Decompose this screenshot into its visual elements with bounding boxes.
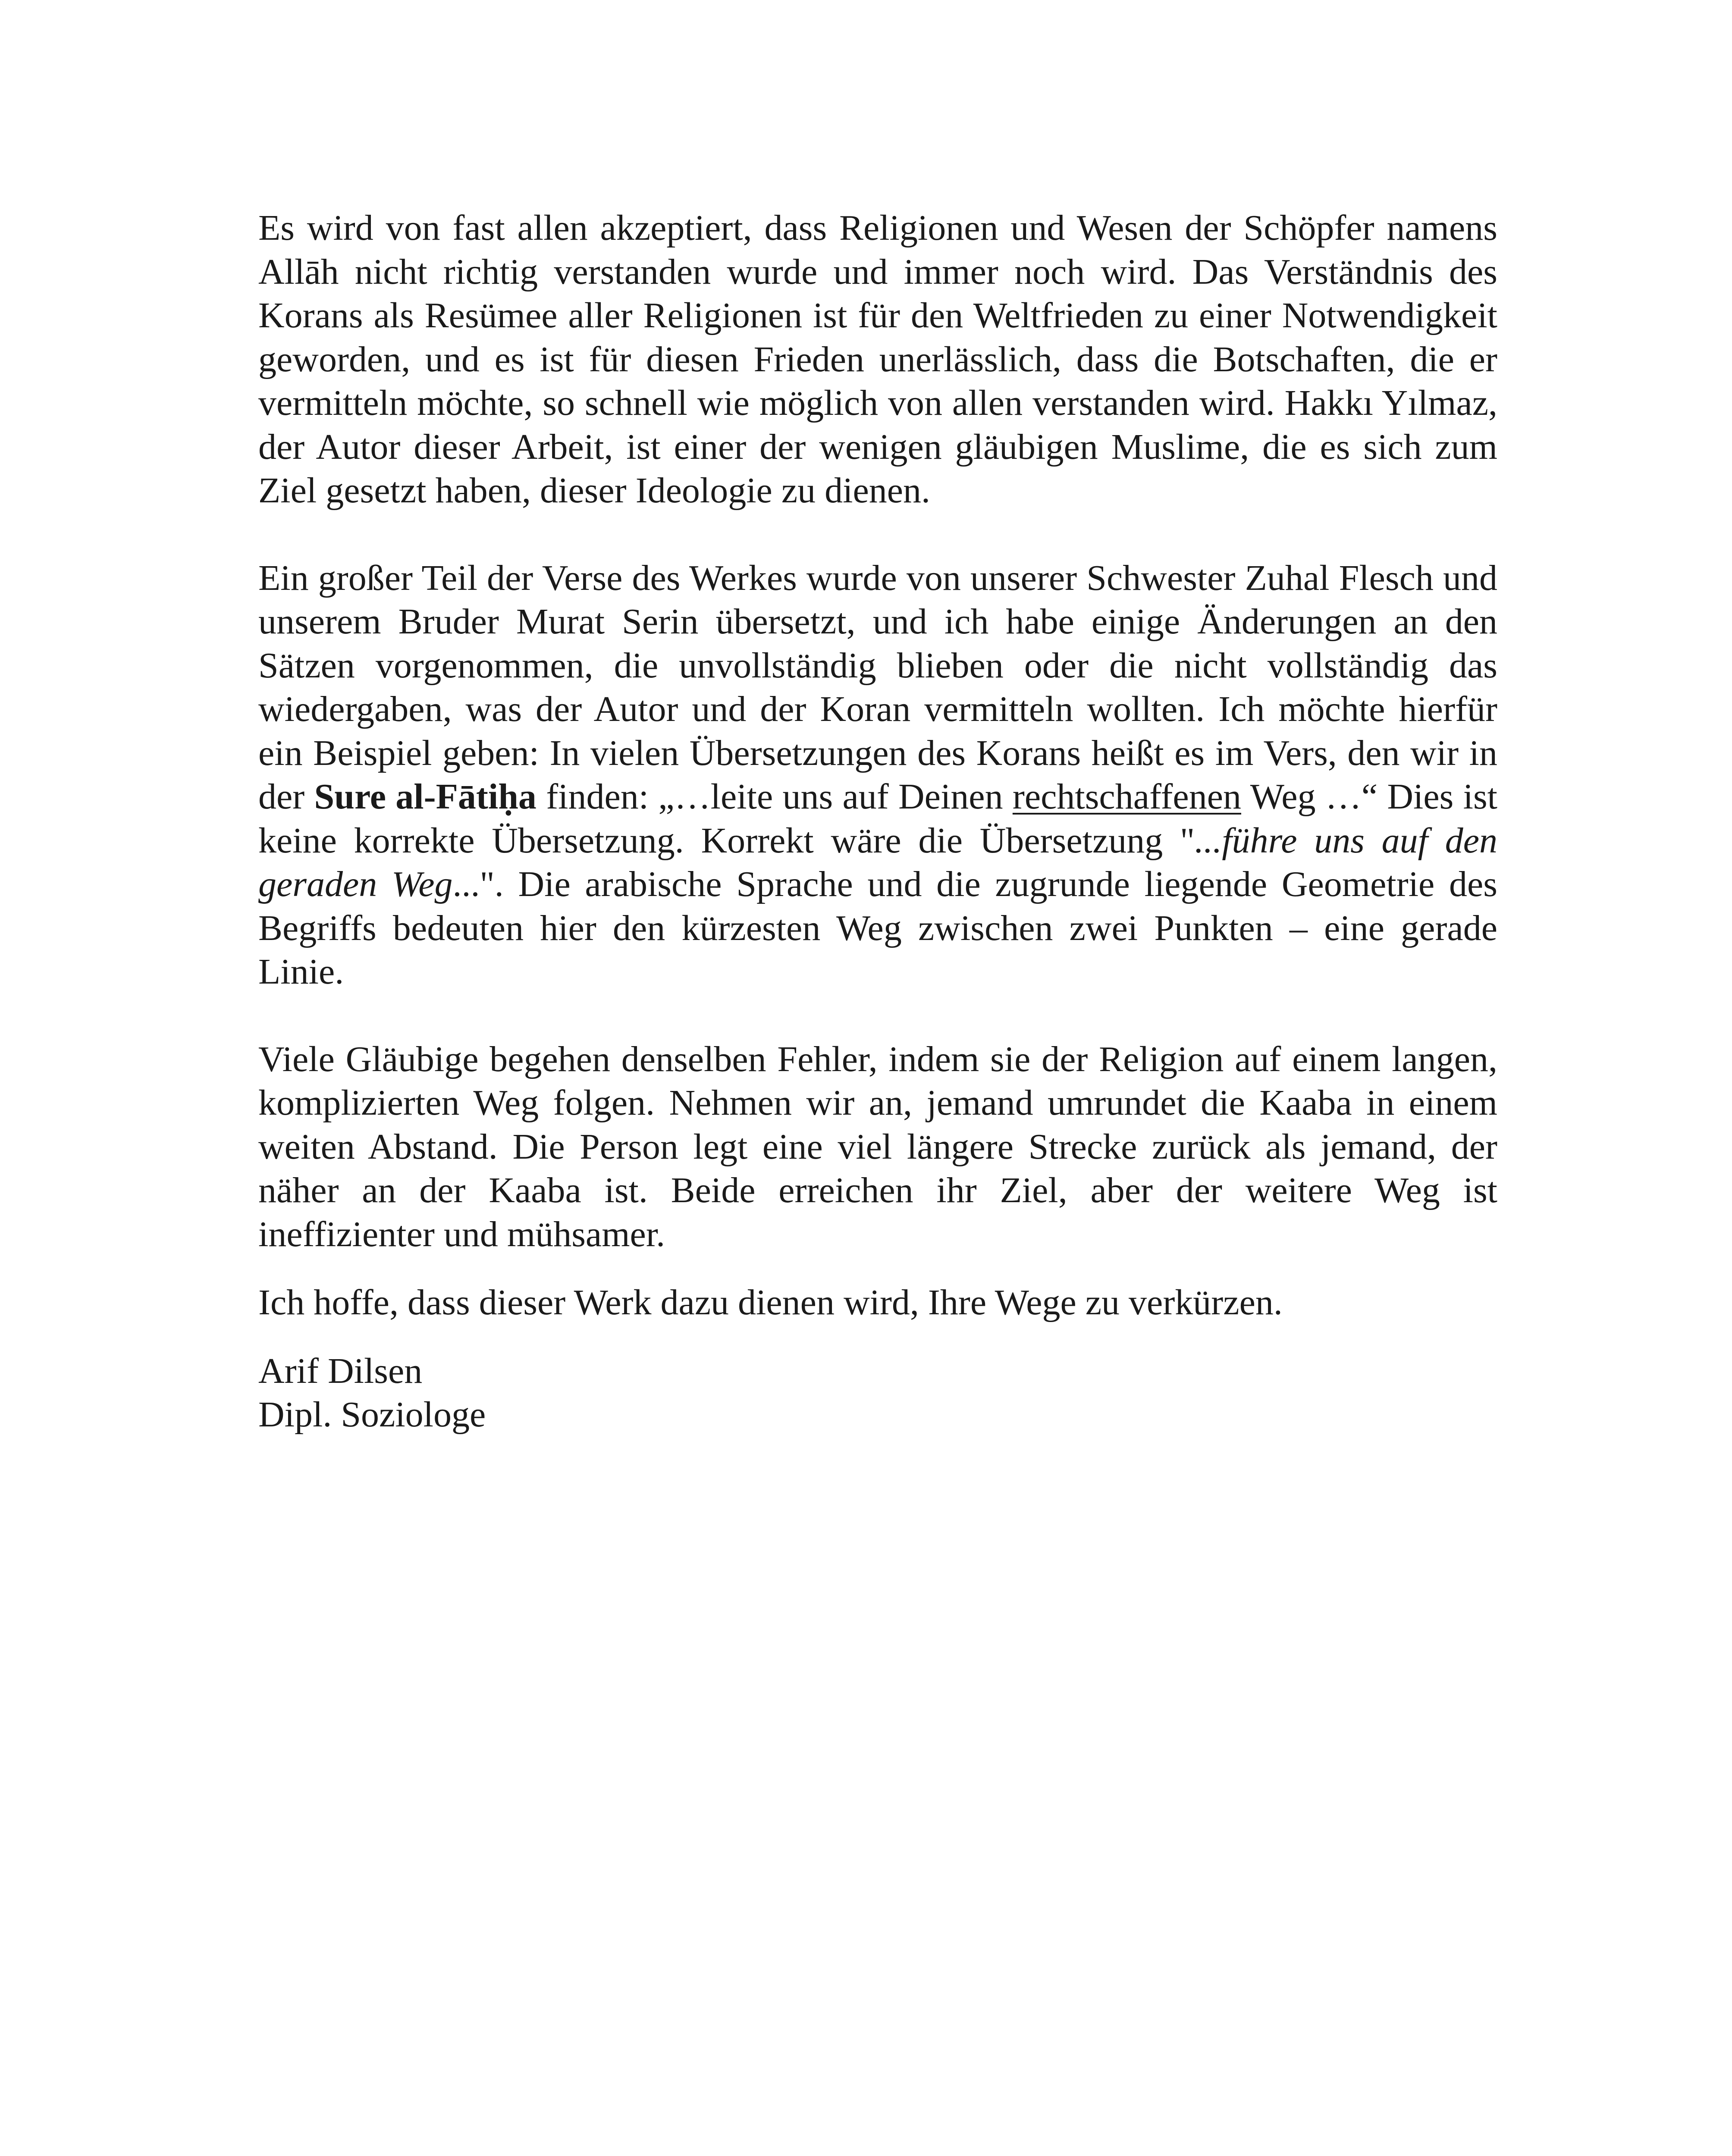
signature-name: Arif Dilsen (258, 1351, 423, 1391)
paragraph-text: finden: „…leite uns auf Deinen (536, 777, 1013, 817)
sure-name: Sure al-Fātiḥa (314, 777, 537, 817)
paragraph-closing-wish: Ich hoffe, dass dieser Werk dazu dienen wird, Ihre Wege zu verkürzen. (258, 1282, 1283, 1322)
paragraph-translation-note (258, 556, 1497, 994)
italic-quote: ...führe uns auf den geraden Weg (258, 820, 1497, 904)
page-body (258, 206, 1497, 1437)
paragraph-text: Weg …“ Dies ist keine korrekte Übersetzung. Korrekt wäre die Übersetzung " (258, 777, 1497, 861)
paragraph-text: Ein großer Teil der Verse des Werkes wurde von unserer Schwester Zuhal Flesch und unserem Bruder Murat Serin übersetzt, und ich habe einige Änderungen an den Sätzen vorgenommen, die unvollständig blieben oder die nicht vollständig das wiedergaben, was der Autor und der Koran vermitteln wollten. Ich möchte hierfür ein Beispiel geben: In vielen Übersetzungen des Korans heißt es im Vers, den wir in der (258, 558, 1497, 817)
paragraph-text: ...". Die arabische Sprache und die zugrunde liegende Geometrie des Begriffs bedeuten hier den kürzesten Weg zwischen zwei Punkten – eine gerade Linie. (258, 864, 1497, 992)
paragraph-intro: Es wird von fast allen akzeptiert, dass Religionen und Wesen der Schöpfer namens Allāh nicht richtig verstanden wurde und immer noch wird. Das Verständnis des Korans als Resümee aller Religionen ist für den Weltfrieden zu einer Notwendigkeit geworden, und es ist für diesen Frieden unerlässlich, dass die Botschaften, die er vermitteln möchte, so schnell wie möglich von allen verstanden wird. Hakkı Yılmaz, der Autor dieser Arbeit, ist einer der wenigen gläubigen Muslime, die es sich zum Ziel gesetzt haben, dieser Ideologie zu dienen. (258, 208, 1497, 511)
signature-block (258, 1349, 1497, 1437)
underlined-word: rechtschaffenen (1012, 777, 1241, 817)
signature-title: Dipl. Soziologe (258, 1395, 486, 1435)
paragraph-kaaba-example: Viele Gläubige begehen denselben Fehler, indem sie der Religion auf einem langen, komplizierten Weg folgen. Nehmen wir an, jemand umrundet die Kaaba in einem weiten Abstand. Die Person legt eine viel längere Strecke zurück als jemand, der näher an der Kaaba ist. Beide erreichen ihr Ziel, aber der weitere Weg ist ineffizienter und mühsamer. (258, 1039, 1497, 1254)
